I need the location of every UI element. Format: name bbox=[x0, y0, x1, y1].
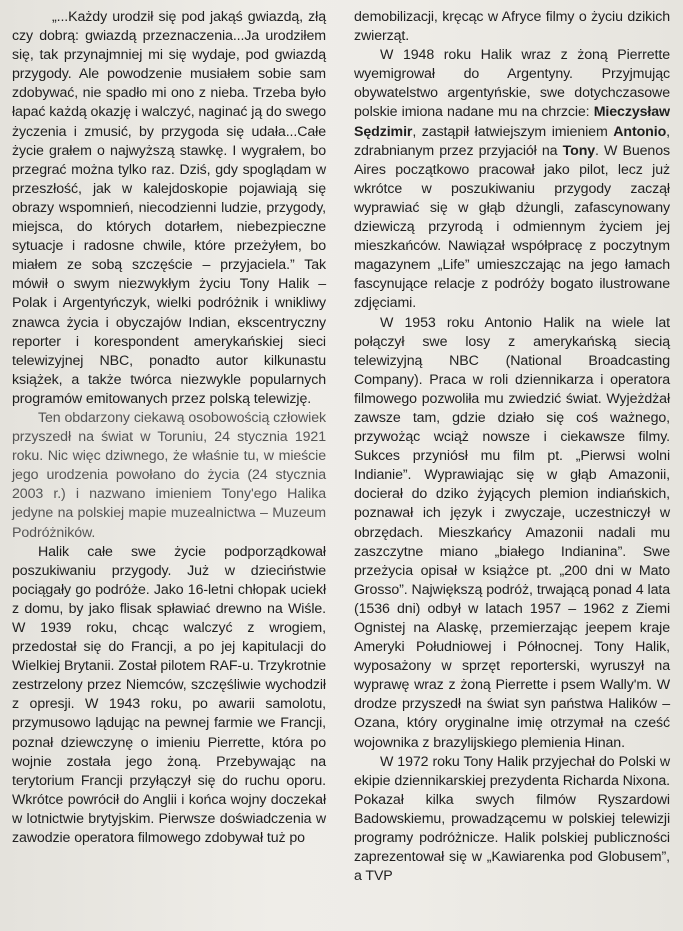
original-name: Mieczysław Sędzimir bbox=[354, 104, 670, 140]
early-life-paragraph: Halik całe swe życie podporządkował poszukiwaniu przygody. Już w dzieciństwie pociągały go podróże. Jako 16-letni chłopak uciekł z domu, by jako flisak spławiać drewno na Wiśle. W 1939 roku, chcąc walczyć z wrogiem, przedostał się do Francji, a po jej kapitulacji do Wielkiej Brytanii. Został pilotem RAF-u. Trzykrotnie zestrzelony przez Niemców, szczęśliwie wychodził z opresji. W 1943 roku, po awarii samolotu, przymusowo lądując na pewnej farmie we Francji, poznał dziewczynę o imieniu Pierrette, która po wojnie została jego żoną. Przebywając na terytorium Francji przyłączył się do ruchu oporu. Wkrótce powrócił do Anglii i końca wojny doczekał w lotnictwie brytyjskim. Pierwsze doświadczenia w zawodzie operatora filmowego zdobywał tuż po bbox=[12, 543, 326, 847]
emigration-text-c: , zdrabnianym przez przyjaciół na bbox=[354, 123, 670, 159]
continuation-paragraph: demobilizacji, kręcąc w Afryce filmy o życiu dzikich zwierząt. bbox=[354, 9, 670, 45]
emigration-paragraph bbox=[354, 46, 670, 313]
poland-visit-paragraph: W 1972 roku Tony Halik przyjechał do Polski w ekipie dziennikarskiej prezydenta Richarda Nixona. Pokazał kilka swych filmów Ryszardowi Badowskiemu, prowadzącemu w polskiej telewizji programy podróżnicze. Halik polskiej publiczności zaprezentował się w „Kawiarenka pod Globusem”, a TVP bbox=[354, 753, 670, 885]
right-column bbox=[354, 8, 670, 886]
nickname-tony: Tony bbox=[562, 142, 596, 159]
emigration-text-d: . W Buenos Aires początkowo pracował jako pilot, lecz już wkrótce w poszukiwaniu przygody zaczął wyprawiać się w głąb dżungli, zafascynowany dziewiczą przyrodą i odmiennym życiem jej mieszkańców. Nawiązał współpracę z poczytnym magazynem „Life” umieszczając na jego łamach fascynujące relacje z podróży bogato ilustrowane zdjęciami. bbox=[354, 142, 670, 312]
emigration-text-b: , zastąpił łatwiejszym imieniem bbox=[412, 123, 614, 140]
intro-quote-paragraph: „...Każdy urodził się pod jakąś gwiazdą, złą czy dobrą: gwiazdą przeznaczenia...Ja urodziłem się, tak przynajmniej mi się wydaje, pod gwiazdą przygody. Ale powodzenie musiałem sobie sam zdobywać, nie spadło mi ono z nieba. Trzeba było łapać każdą okazję i walczyć, naginać ją do swego życzenia i zmusić, by przygoda się udała...Całe życie grałem o najwyższą stawkę. I wygrałem, bo przegrać można tylko raz. Dziś, gdy spoglądam w przeszłość, jak w kalejdoskopie pojawiają się obrazy wspomnień, niecodzienni ludzie, przygody, miejsca, do których dotarłem, niebezpieczne sytuacje i radosne chwile, które przeżyłem, bo miałem ze sobą szczęście – przyjaciela.” Tak mówił o swym niezwykłym życiu Tony Halik – Polak i Argentyńczyk, wielki podróżnik i wnikliwy znawca życia i obyczajów Indian, ekscentryczny reporter i korespondent amerykańskiej sieci telewizyjnej NBC, ponadto autor kilkunastu książek, a także twórca niezwykle popularnych programów emitowanych przez polską telewizję. bbox=[12, 9, 326, 407]
emigration-text-a: W 1948 roku Halik wraz z żoną Pierrette wyemigrował do Argentyny. Przyjmując obywatelstwo argentyńskie, swe dotychczasowe polskie imiona nadane mu na chrzcie: bbox=[354, 47, 670, 121]
left-column bbox=[12, 8, 326, 848]
nbc-paragraph: W 1953 roku Antonio Halik na wiele lat połączył swe losy z amerykańską siecią telewizyjną NBC (National Broadcasting Company). Praca w roli dziennikarza i operatora filmowego pozwoliła mu zwiedzić świat. Wyjeżdżał zawsze tam, gdzie działo się coś ważnego, przywożąc wciąż nowsze i ciekawsze filmy. Sukces przyniósł mu film pt. „Pierwsi wolni Indianie”. Wyprawiając się w głąb Amazonii, docierał do dziko żyjących plemion indiańskich, poznawał ich język i zwyczaje, uczestniczył w obrzędach. Mieszkańcy Amazonii nadali mu zaszczytne miano „białego Indianina”. Swe przeżycia opisał w książce pt. „200 dni w Mato Grosso”. Największą podróż, trwającą ponad 4 lata (1536 dni) odbył w latach 1957 – 1962 z Ziemi Ognistej na Alaskę, przemierzając jeepem kraje Ameryki Południowej i Północnej. Tony Halik, wyposażony w sprzęt reporterski, wyruszył na wyprawę wraz z żoną Pierrette i psem Wally'm. W drodze przyszedł na świat syn państwa Halików – Ozana, który oryginalne imię otrzymał na cześć wojownika z brazylijskiego plemienia Hinan. bbox=[354, 314, 670, 751]
new-name-antonio: Antonio bbox=[613, 123, 667, 140]
birth-paragraph: Ten obdarzony ciekawą osobowością człowiek przyszedł na świat w Toruniu, 24 stycznia 1921 roku. Nic więc dziwnego, że właśnie tu, w mieście jego urodzenia powołano do życia (24 stycznia 2003 r.) i nazwano imieniem Tony'ego Halika jedyne na polskiej mapie muzealnictwa – Muzeum Podróżników. bbox=[12, 409, 326, 541]
